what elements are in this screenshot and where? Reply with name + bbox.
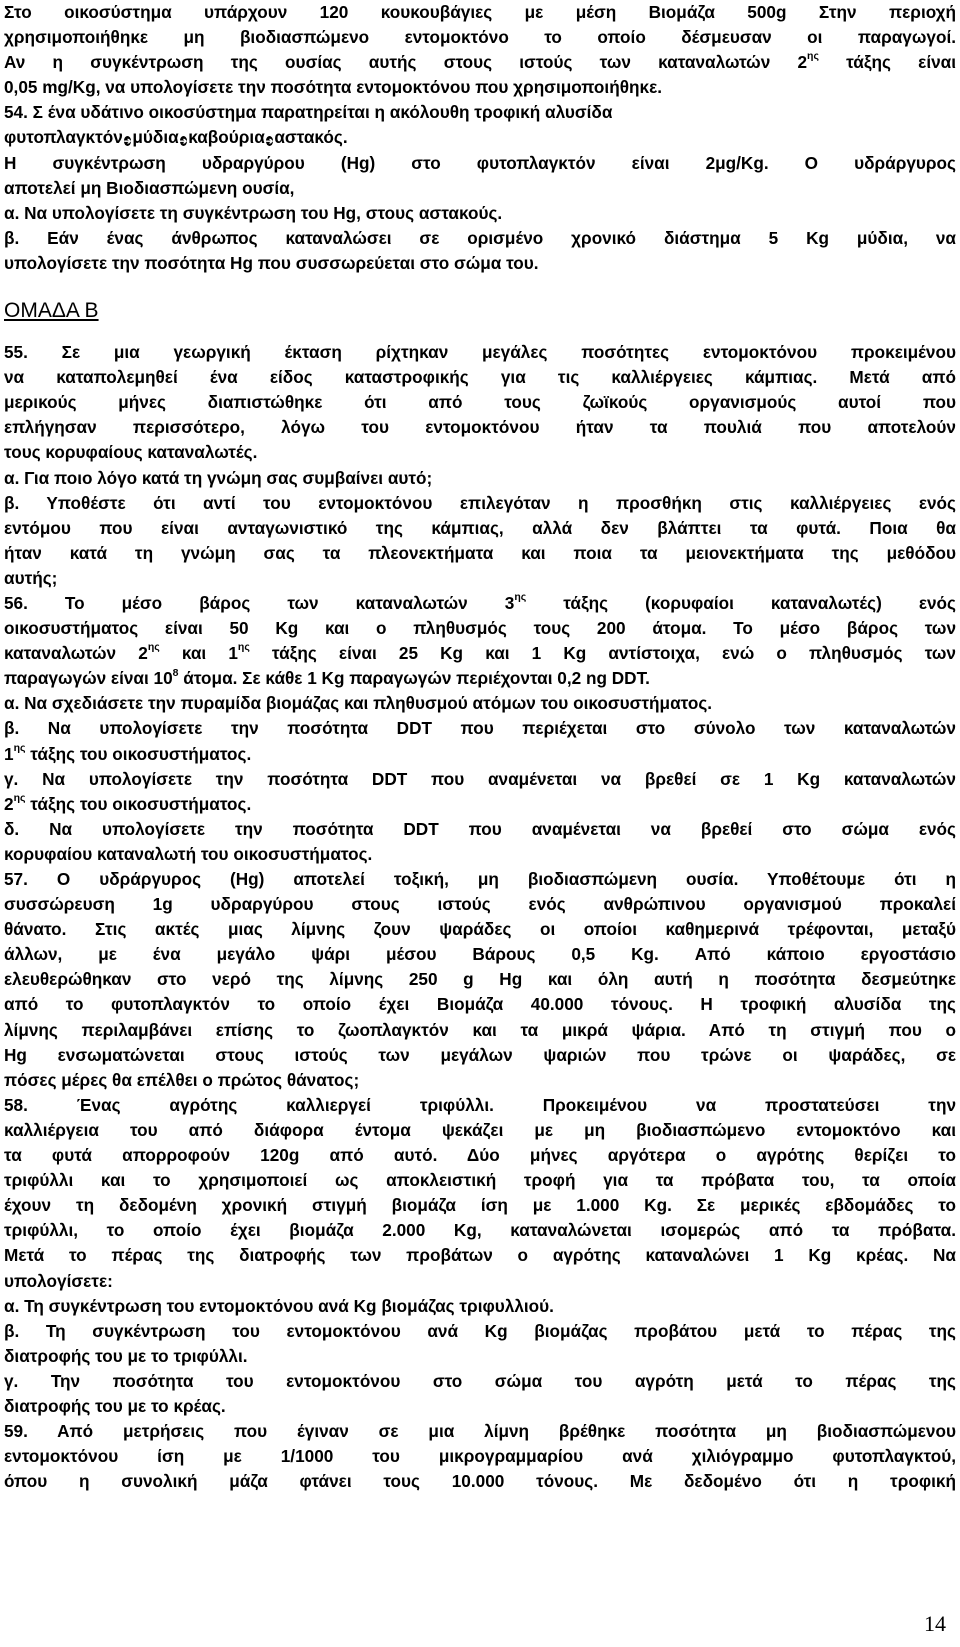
text-line: καλλιέργεια του από διάφορα έντομα ψεκάζει με μη βιοδιασπώμενο εντομοκτόνο και	[4, 1119, 956, 1140]
text-line: αποτελεί μη Βιοδιασπώμενη ουσία,	[4, 177, 295, 198]
text-line: 0,05 mg/Kg, να υπολογίσετε την ποσότητα εντομοκτόνου που χρησιμοποιήθηκε.	[4, 77, 663, 98]
page-number: 14	[924, 1611, 946, 1636]
text-line: εντομοκτόνου ίση με 1/1000 του μικρογραμμαρίου ανά χιλιόγραμμο φυτοπλαγκτού,	[4, 1446, 956, 1467]
text-line: τα φυτά απορροφούν 120g από αυτό. Δύο μήνες αργότερα ο αγρότης θερίζει το	[4, 1145, 956, 1166]
question-59	[4, 1419, 956, 1494]
text-line: α. Να σχεδιάσετε την πυραμίδα βιομάζας και πληθυσμού ατόμων του οικοσυστήματος.	[4, 693, 713, 714]
text-line: λίμνης περιλαμβάνει επίσης το ζωοπλαγκτόν και τα μικρά ψάρια. Από τη στιγμή που ο	[4, 1019, 956, 1040]
text-span: τάξης (κορυφαίοι καταναλωτές) ενός	[526, 592, 956, 613]
text-line-with-superscript	[4, 742, 956, 767]
superscript: ης	[13, 741, 26, 754]
text-line: διατροφής του με το κρέας.	[4, 1395, 226, 1416]
chain-item-crabs: καβούρια	[188, 127, 265, 148]
text-span: και 1	[159, 643, 238, 664]
text-line: θάνατο. Στις ακτές μιας λίμνης ζουν ψαράδες οι οποίοι καθημερινά τρέφονται, μεταξύ	[4, 919, 956, 940]
right-arrow-icon: ➔	[123, 136, 132, 147]
text-line: α. Τη συγκέντρωση του εντομοκτόνου ανά Kg βιομάζας τριφυλλιού.	[4, 1295, 554, 1316]
right-arrow-icon: ➔	[179, 136, 188, 147]
text-line: δ. Να υπολογίσετε την ποσότητα DDT που αναμένεται να βρεθεί στο σώμα ενός	[4, 818, 956, 839]
question-57	[4, 867, 956, 1093]
text-span: Αν η συγκέντρωση της ουσίας αυτής στους ιστούς των καταναλωτών 2	[4, 52, 808, 73]
text-span: 1	[4, 743, 14, 764]
text-line: α. Για ποιο λόγο κατά τη γνώμη σας συμβαίνει αυτό;	[4, 467, 433, 488]
text-line: από το φυτοπλαγκτόν το οποίο έχει Βιομάζα 40.000 τόνους. Η τροφική αλυσίδα της	[4, 994, 956, 1015]
superscript: ης	[237, 641, 250, 654]
superscript: ης	[514, 591, 527, 604]
text-line: να καταπολεμηθεί ένα είδος καταστροφικής για τις καλλιέργειες κάμπιας. Μετά από	[4, 367, 956, 388]
text-line: οικοσυστήματος είναι 50 Kg και ο πληθυσμός τους 200 άτομα. Το μέσο βάρος των	[4, 618, 956, 639]
text-line-with-superscript	[4, 641, 956, 666]
text-line: β. Τη συγκέντρωση του εντομοκτόνου ανά Kg βιομάζας προβάτου μετά το πέρας της	[4, 1320, 956, 1341]
chain-item-lobster: αστακός.	[274, 127, 348, 148]
text-line: Η συγκέντρωση υδραργύρου (Hg) στο φυτοπλαγκτόν είναι 2μg/Kg. Ο υδράργυρος	[4, 152, 956, 173]
text-span: άτομα. Σε κάθε 1 Kg παραγωγών περιέχονται 0,2 ng DDT.	[178, 668, 650, 689]
superscript: ης	[13, 791, 26, 804]
question-58	[4, 1093, 956, 1419]
text-line: άλλων, με ένα μεγάλο ψάρι μέσου Βάρους 0,5 Kg. Από κάποιο εργοστάσιο	[4, 944, 956, 965]
spacer	[4, 326, 956, 340]
text-line: 55. Σε μια γεωργική έκταση ρίχτηκαν μεγάλες ποσότητες εντομοκτόνου προκειμένου	[4, 342, 956, 363]
text-line: έχουν τη δεδομένη χρονική στιγμή βιομάζα ίση με 1.000 Kg. Σε μερικές εβδομάδες το	[4, 1195, 956, 1216]
text-span: τάξης του οικοσυστήματος.	[25, 793, 252, 814]
text-line: β. Εάν ένας άνθρωπος καταναλώσει σε ορισμένο χρονικό διάστημα 5 Kg μύδια, να	[4, 227, 956, 248]
text-line: 58. Ένας αγρότης καλλιεργεί τριφύλλι. Προκειμένου να προστατεύσει την	[4, 1094, 956, 1115]
text-span: παραγωγών είναι 10	[4, 668, 173, 689]
text-line: γ. Την ποσότητα του εντομοκτόνου στο σώμα του αγρότη μετά το πέρας της	[4, 1370, 956, 1391]
text-line: υπολογίσετε την ποσότητα Hg που συσσωρεύεται στο σώμα του.	[4, 252, 539, 273]
text-line: 54. Σ ένα υδάτινο οικοσύστημα παρατηρείται η ακόλουθη τροφική αλυσίδα	[4, 102, 613, 123]
text-span: τάξης είναι 25 Kg και 1 Kg αντίστοιχα, ενώ ο πληθυσμός των	[249, 643, 956, 664]
text-line: επλήγησαν περισσότερο, λόγω του εντομοκτόνου ήταν τα πουλιά που αποτελούν	[4, 417, 956, 438]
text-line: τριφύλλι, το οποίο έχει βιομάζα 2.000 Kg, καταναλώνεται ισομερώς από τα πρόβατα.	[4, 1220, 956, 1241]
section-heading: ΟΜΑΔΑ Β	[4, 299, 99, 323]
text-line: ελευθερώθηκαν στο νερό της λίμνης 250 g Hg και όλη αυτή η ποσότητα δεσμεύτηκε	[4, 969, 956, 990]
text-line-with-superscript	[4, 591, 956, 616]
text-line: 57. Ο υδράργυρος (Hg) αποτελεί τοξική, μη βιοδιασπώμενη ουσία. Υποθέτουμε ότι η	[4, 869, 956, 889]
text-line-with-superscript	[4, 792, 956, 817]
text-span: τάξης είναι	[818, 52, 956, 73]
text-line: α. Να υπολογίσετε τη συγκέντρωση του Hg, στους αστακούς.	[4, 202, 503, 223]
superscript: ης	[147, 641, 160, 654]
text-line: κορυφαίου καταναλωτή του οικοσυστήματος.	[4, 843, 373, 864]
text-line: υπολογίσετε:	[4, 1270, 113, 1291]
text-line-with-superscript	[4, 666, 956, 691]
chain-item-phytoplankton: φυτοπλαγκτόν	[4, 127, 123, 148]
paragraph-top	[4, 0, 956, 100]
text-line: 59. Από μετρήσεις που έγιναν σε μια λίμνη βρέθηκε ποσότητα μη βιοδιασπώμενου	[4, 1421, 956, 1442]
text-line: τριφύλλι και το χρησιμοποιεί ως αποκλειστική τροφή για τα πρόβατα του, τα οποία	[4, 1170, 956, 1191]
text-line: μερικούς μήνες διαπιστώθηκε ότι από τους ζωϊκούς οργανισμούς αυτοί που	[4, 392, 956, 413]
text-line: χρησιμοποιήθηκε μη βιοδιασπώμενο εντομοκτόνο το οποίο δέσμευσαν οι παραγωγοί.	[4, 27, 956, 48]
text-line: συσσώρευση 1g υδραργύρου στους ιστούς ενός ανθρώπινου οργανισμού προκαλεί	[4, 894, 956, 915]
text-span: καταναλωτών 2	[4, 643, 148, 664]
text-line: Στο οικοσύστημα υπάρχουν 120 κουκουβάγιες με μέση Βιομάζα 500g Στην περιοχή	[4, 2, 956, 22]
right-arrow-icon: ➔	[265, 136, 274, 147]
document-page	[4, 0, 956, 1494]
text-line: ήταν κατά τη γνώμη σας τα πλεονεκτήματα και ποια τα μειονεκτήματα της μεθόδου	[4, 542, 956, 563]
text-span: 56. Το μέσο βάρος των καταναλωτών 3	[4, 592, 515, 613]
question-55	[4, 340, 956, 591]
text-line: β. Υποθέστε ότι αντί του εντομοκτόνου επιλεγόταν η προσθήκη στις καλλιέργειες ενός	[4, 492, 956, 513]
text-line: διατροφής του με το τριφύλλι.	[4, 1345, 248, 1366]
text-span: τάξης του οικοσυστήματος.	[25, 743, 252, 764]
text-line: αυτής;	[4, 567, 58, 588]
text-line: Μετά το πέρας της διατροφής των προβάτων ο αγρότης καταναλώνει 1 Kg κρέας. Να	[4, 1245, 956, 1266]
question-56	[4, 591, 956, 867]
food-chain	[4, 125, 956, 150]
text-line: τους κορυφαίους καταναλωτές.	[4, 442, 258, 463]
text-line: πόσες μέρες θα επέλθει ο πρώτος θάνατος;	[4, 1069, 360, 1090]
text-line: όπου η συνολική μάζα φτάνει τους 10.000 τόνους. Με δεδομένο ότι η τροφική	[4, 1471, 956, 1492]
text-line: Hg ενσωματώνεται στους ιστούς των μεγάλων ψαριών που τρώνε οι ψαράδες, σε	[4, 1044, 956, 1065]
chain-item-mussels: μύδια	[132, 127, 179, 148]
question-54	[4, 100, 956, 276]
text-line-with-superscript	[4, 50, 956, 75]
superscript: ης	[807, 50, 819, 63]
text-span: 2	[4, 793, 14, 814]
text-line: γ. Να υπολογίσετε την ποσότητα DDT που αναμένεται να βρεθεί σε 1 Kg καταναλωτών	[4, 768, 956, 789]
text-line: εντόμου που είναι ανταγωνιστικό της κάμπιας, αλλά δεν βλάπτει τα φυτά. Ποια θα	[4, 517, 956, 538]
superscript: 8	[172, 666, 179, 679]
text-line: β. Να υπολογίσετε την ποσότητα DDT που περιέχεται στο σύνολο των καταναλωτών	[4, 718, 956, 739]
